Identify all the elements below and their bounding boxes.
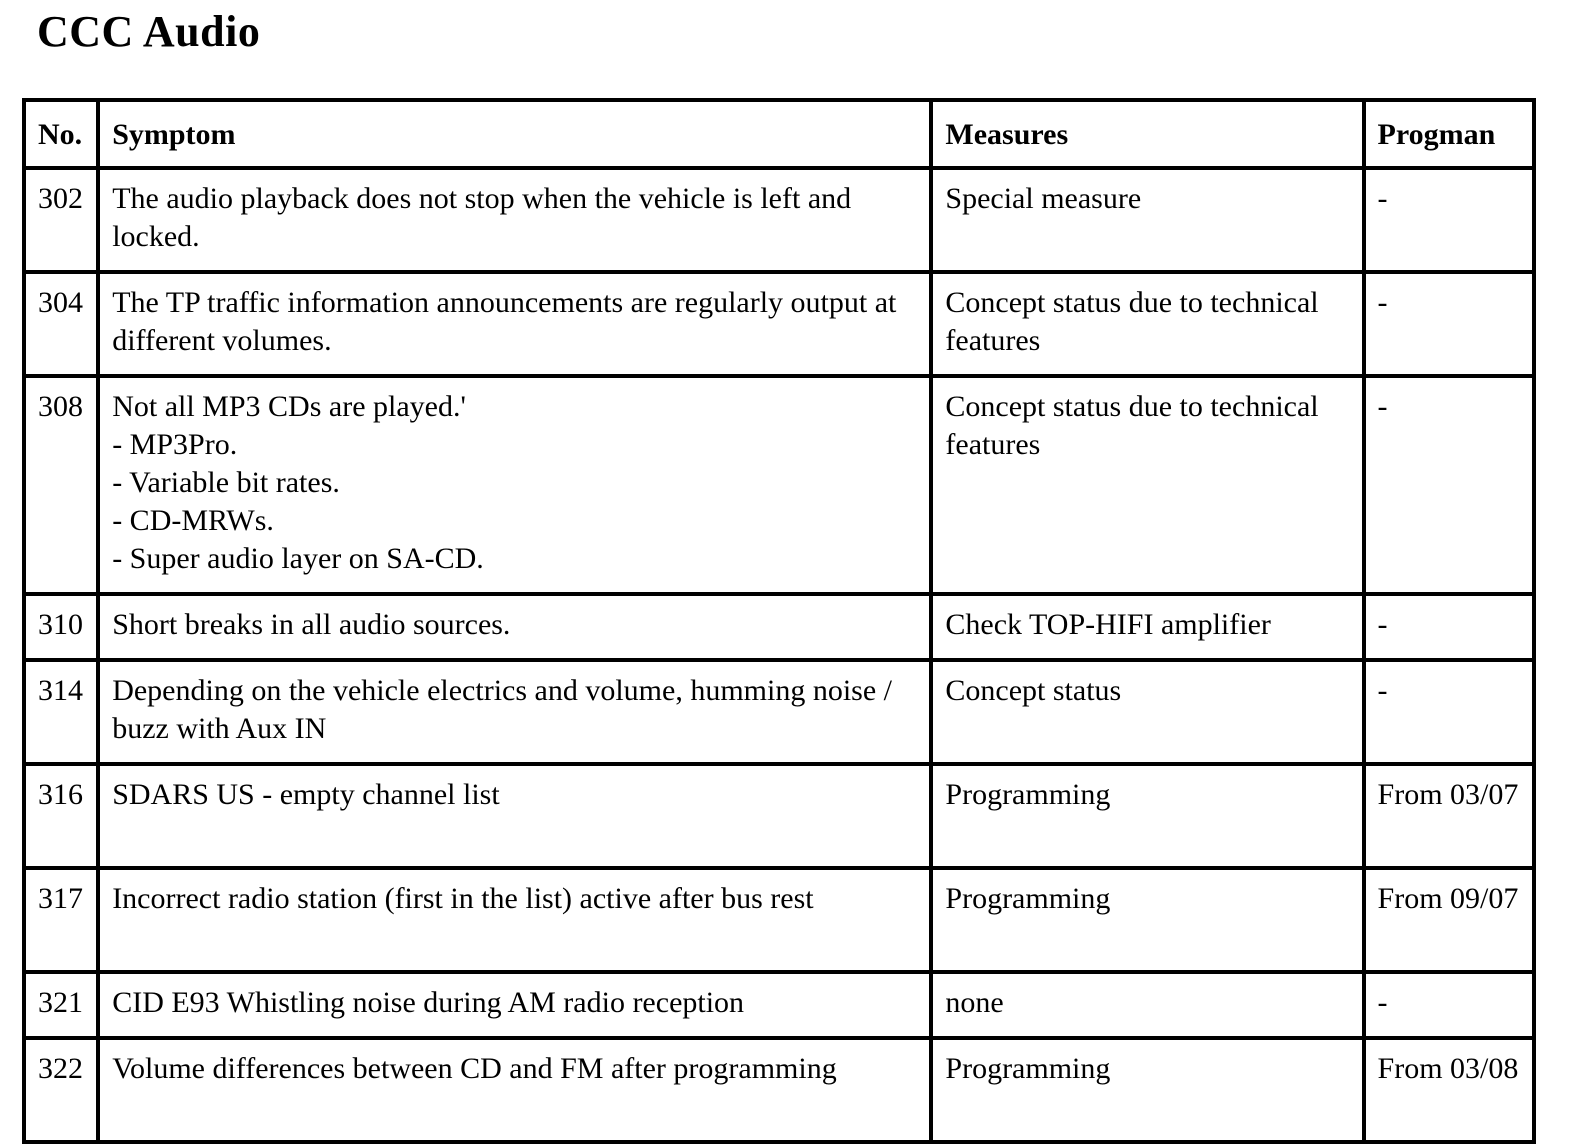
- cell-progman: -: [1364, 660, 1534, 764]
- table-row: [24, 272, 1534, 376]
- cell-measures: Concept status due to technical features: [931, 272, 1363, 376]
- table-row: [24, 168, 1534, 272]
- table-row: [24, 660, 1534, 764]
- cell-measures: Special measure: [931, 168, 1363, 272]
- cell-measures: Programming: [931, 764, 1363, 868]
- table-header-row: [24, 100, 1534, 168]
- table-row: [24, 868, 1534, 972]
- cell-no: 314: [24, 660, 98, 764]
- cell-measures: Check TOP-HIFI amplifier: [931, 594, 1363, 660]
- cell-measures: Concept status due to technical features: [931, 376, 1363, 594]
- table-row: [24, 764, 1534, 868]
- table-row: [24, 972, 1534, 1038]
- cell-no: 310: [24, 594, 98, 660]
- cell-progman: -: [1364, 272, 1534, 376]
- table-row: [24, 594, 1534, 660]
- cell-progman: -: [1364, 972, 1534, 1038]
- cell-no: 316: [24, 764, 98, 868]
- cell-symptom: The audio playback does not stop when the vehicle is left and locked.: [98, 168, 931, 272]
- cell-symptom: Incorrect radio station (first in the list) active after bus rest: [98, 868, 931, 972]
- cell-progman: -: [1364, 376, 1534, 594]
- cell-symptom: Volume differences between CD and FM after programming: [98, 1038, 931, 1142]
- cell-symptom: SDARS US - empty channel list: [98, 764, 931, 868]
- cell-measures: Concept status: [931, 660, 1363, 764]
- cell-symptom: CID E93 Whistling noise during AM radio reception: [98, 972, 931, 1038]
- cell-no: 304: [24, 272, 98, 376]
- cell-no: 317: [24, 868, 98, 972]
- symptom-table: [22, 98, 1536, 1144]
- cell-no: 321: [24, 972, 98, 1038]
- cell-no: 308: [24, 376, 98, 594]
- cell-progman: -: [1364, 594, 1534, 660]
- cell-measures: none: [931, 972, 1363, 1038]
- cell-no: 322: [24, 1038, 98, 1142]
- cell-measures: Programming: [931, 1038, 1363, 1142]
- header-symptom: Symptom: [98, 100, 931, 168]
- cell-progman: From 09/07: [1364, 868, 1534, 972]
- header-measures: Measures: [931, 100, 1363, 168]
- page-title: CCC Audio: [37, 7, 261, 56]
- cell-no: 302: [24, 168, 98, 272]
- cell-progman: -: [1364, 168, 1534, 272]
- cell-progman: From 03/08: [1364, 1038, 1534, 1142]
- table-row: [24, 376, 1534, 594]
- cell-symptom: Not all MP3 CDs are played.' - MP3Pro. - Variable bit rates. - CD-MRWs. - Super audio layer on SA-CD.: [98, 376, 931, 594]
- cell-measures: Programming: [931, 868, 1363, 972]
- cell-progman: From 03/07: [1364, 764, 1534, 868]
- header-no: No.: [24, 100, 98, 168]
- cell-symptom: The TP traffic information announcements are regularly output at different volumes.: [98, 272, 931, 376]
- cell-symptom: Short breaks in all audio sources.: [98, 594, 931, 660]
- table-row: [24, 1038, 1534, 1142]
- header-progman: Progman: [1364, 100, 1534, 168]
- cell-symptom: Depending on the vehicle electrics and volume, humming noise / buzz with Aux IN: [98, 660, 931, 764]
